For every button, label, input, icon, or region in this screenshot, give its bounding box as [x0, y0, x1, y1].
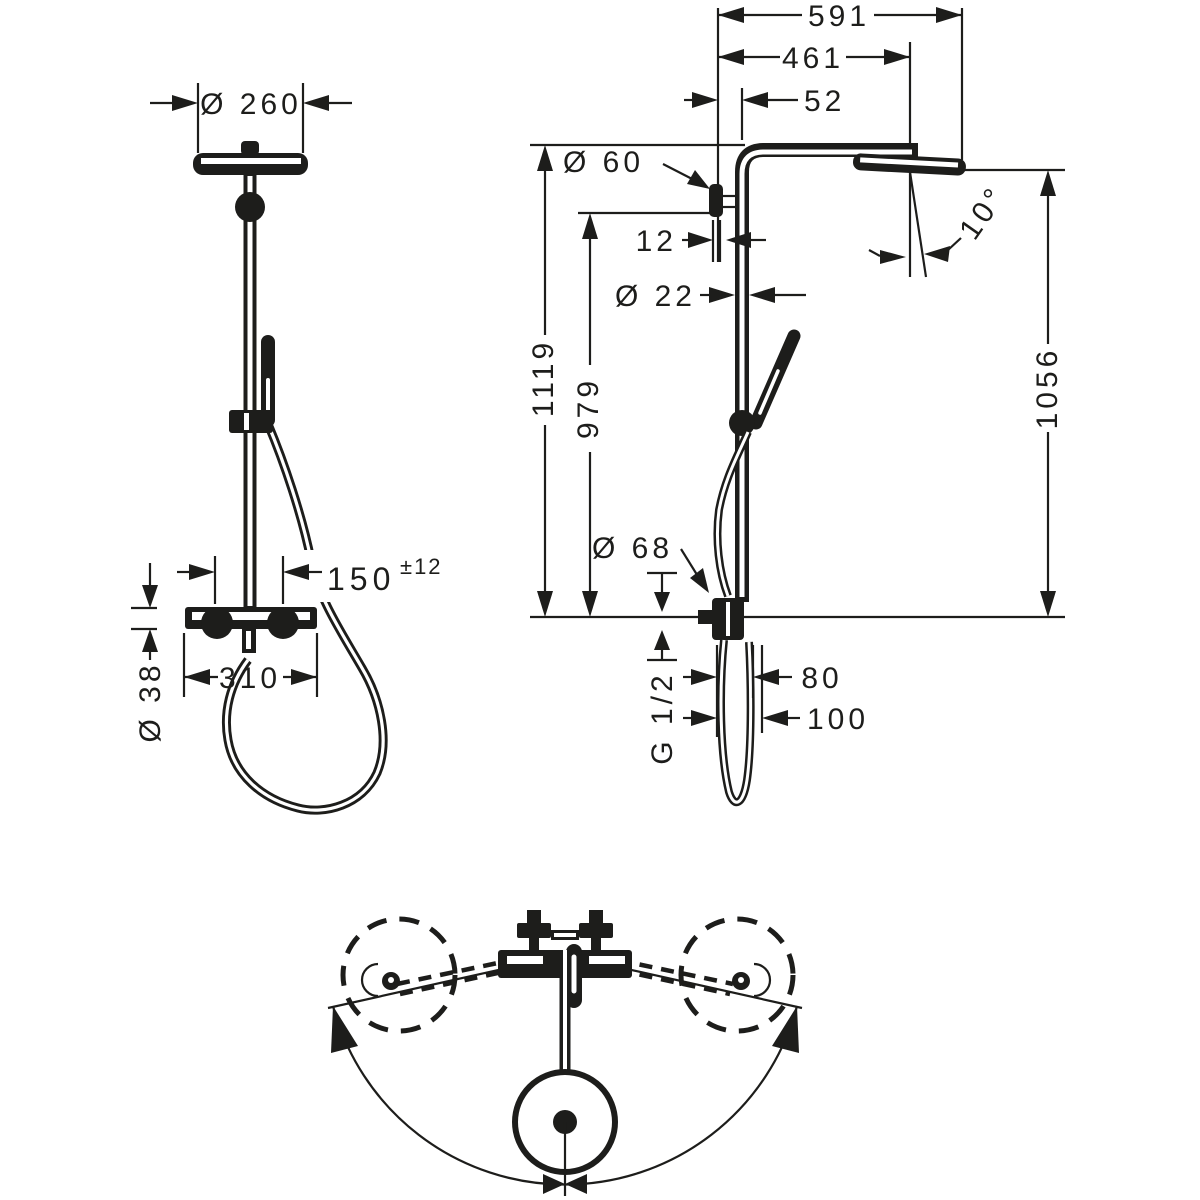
hand-shower-holder-side [729, 410, 755, 436]
escutcheon-label: Ø 60 [563, 146, 645, 179]
hose-offset-lower-label: 100 [806, 703, 870, 736]
wall-to-pipe-label: 52 [804, 85, 846, 118]
wall-bracket-side [709, 184, 737, 217]
hose-side-loop [721, 640, 751, 802]
dim-head-tilt [869, 172, 1013, 277]
dim-total-height [527, 145, 560, 617]
dim-arm-length [718, 0, 962, 33]
hose-offset-upper-label: 80 [801, 662, 843, 695]
dim-escutcheon [563, 146, 710, 189]
handle-left-plan [517, 910, 551, 950]
hand-shower-side [756, 336, 794, 423]
supply-nut-right [267, 607, 299, 639]
plan-view [328, 910, 802, 1196]
side-view [527, 0, 1065, 802]
swivel-position-left [343, 919, 455, 1031]
head-center-label: 461 [781, 42, 845, 75]
pipe-diameter-label: Ø 22 [614, 280, 696, 313]
head-diameter-label: Ø 260 [200, 88, 302, 121]
head-tilt-label: 10° [953, 179, 1014, 246]
arc-arrow-bottom-left [543, 1174, 565, 1194]
valve-width-label: 310 [218, 662, 282, 695]
outlet-diameter-label: Ø 68 [592, 532, 674, 565]
arm-length-label: 591 [807, 0, 871, 33]
shower-pipe-side [742, 150, 918, 602]
arc-arrow-bottom-right [565, 1174, 587, 1194]
valve-diameter-label: Ø 38 [134, 661, 167, 743]
ball-joint [235, 192, 265, 222]
swivel-joint-right [732, 964, 770, 996]
dim-wall-to-pipe [684, 85, 845, 118]
handle-right-plan [579, 910, 613, 950]
dim-valve-diameter [131, 563, 167, 743]
dim-pipe-diameter [615, 280, 806, 313]
head-height-label: 1056 [1031, 346, 1064, 430]
thermostat-valve-front [185, 607, 317, 653]
dim-head-center [718, 42, 910, 75]
arc-arrow-left [331, 1006, 358, 1053]
total-height-label: 1119 [527, 338, 560, 418]
connection-thread-label: G 1/2 [646, 671, 679, 765]
dim-connection-thread [646, 573, 679, 765]
swivel-joint-left [362, 964, 400, 996]
bracket-offset-label: 12 [635, 225, 677, 258]
front-view [131, 83, 443, 810]
supply-tolerance-label: ±12 [400, 554, 443, 579]
overhead-shower-plan [515, 1072, 615, 1196]
dim-head-height [1031, 170, 1064, 617]
bracket-height-label: 979 [572, 376, 605, 440]
supply-nut-left [201, 607, 233, 639]
wall-connector-side [698, 598, 744, 640]
dim-outlet-diameter [592, 532, 709, 593]
supply-distance-label: 150 [327, 561, 396, 597]
hand-shower-holder-front [229, 410, 273, 433]
